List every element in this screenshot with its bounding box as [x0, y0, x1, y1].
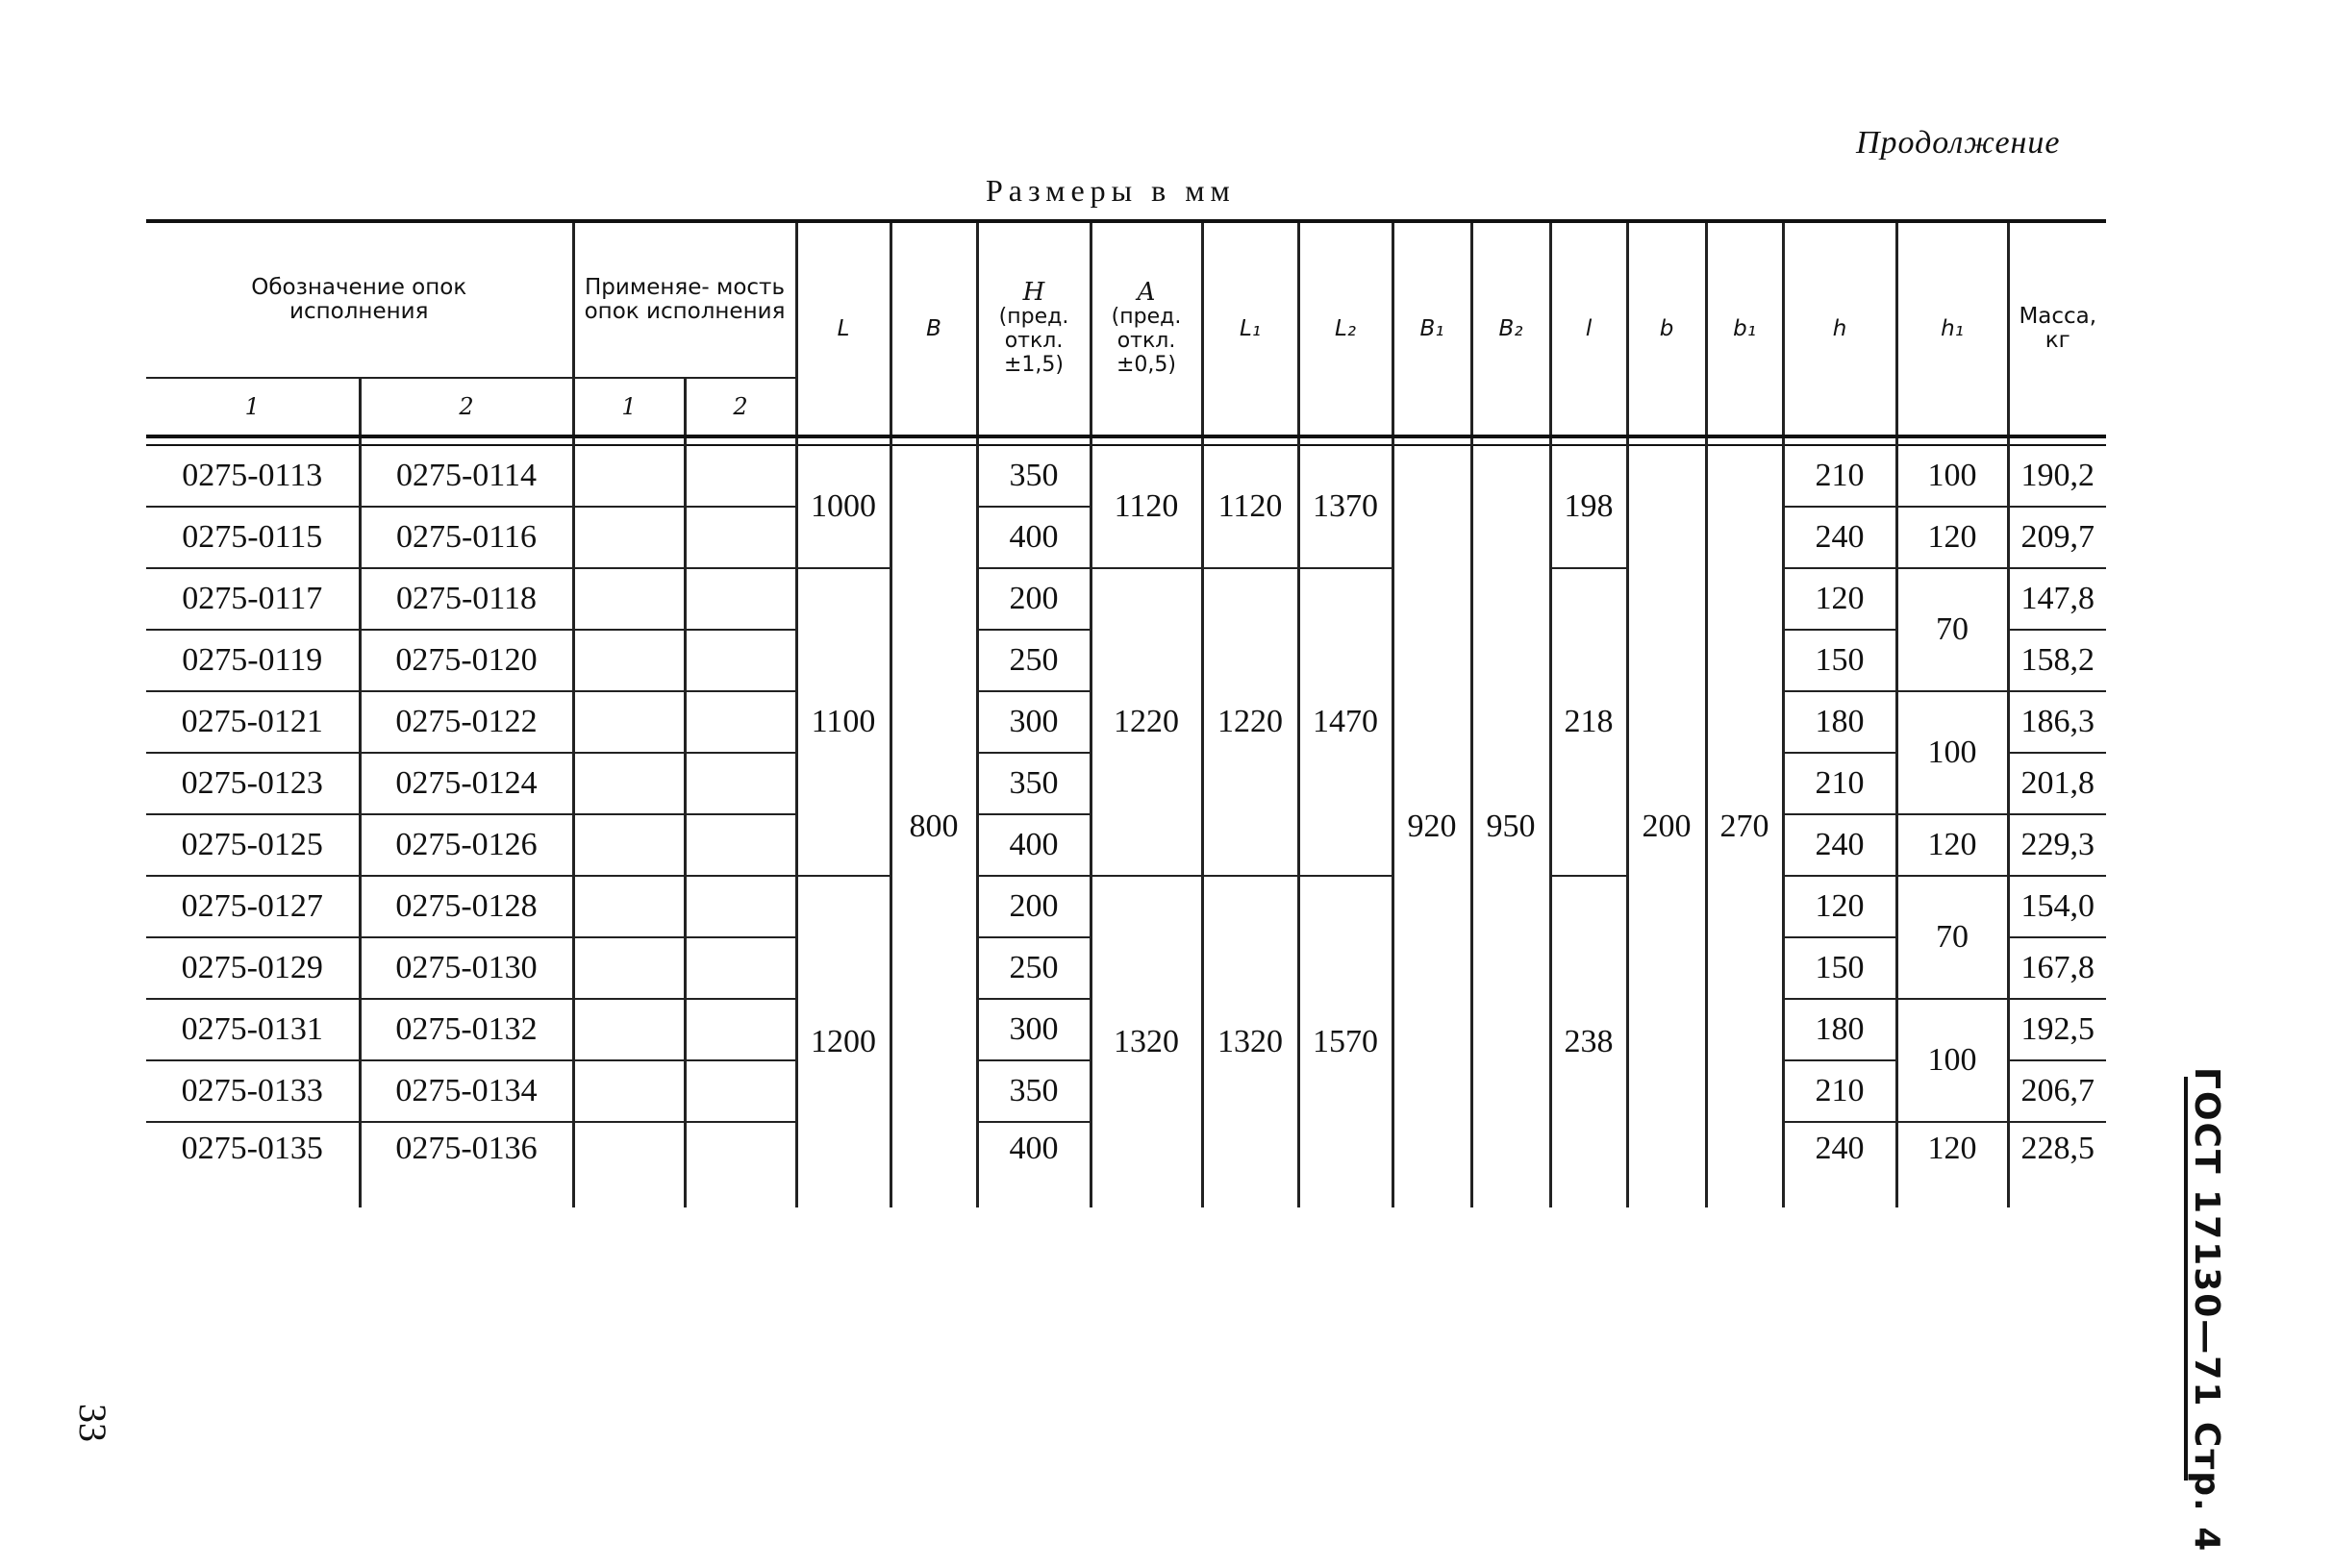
- cell-A: 1220: [1091, 568, 1202, 876]
- cell-B2: 950: [1471, 445, 1550, 1207]
- cell-app2: [685, 814, 796, 876]
- cell-mass: 201,8: [2008, 753, 2106, 814]
- header-h: h: [1783, 221, 1896, 436]
- cell-d2: 0275-0128: [360, 876, 573, 937]
- cell-mass: 147,8: [2008, 568, 2106, 630]
- cell-H: 400: [977, 507, 1091, 568]
- page-number: 33: [71, 1404, 114, 1442]
- cell-d1: 0275-0115: [146, 507, 360, 568]
- cell-H: 350: [977, 753, 1091, 814]
- cell-mass: 190,2: [2008, 445, 2106, 507]
- cell-mass: 167,8: [2008, 937, 2106, 999]
- cell-h: 120: [1783, 568, 1896, 630]
- cell-A: 1120: [1091, 445, 1202, 568]
- cell-h: 120: [1783, 876, 1896, 937]
- cell-mass: 229,3: [2008, 814, 2106, 876]
- cell-d1: 0275-0125: [146, 814, 360, 876]
- cell-d1: 0275-0123: [146, 753, 360, 814]
- gost-stamp: ГОСТ 17130—71 Стр. 4: [2187, 1067, 2226, 1554]
- cell-mass: 154,0: [2008, 876, 2106, 937]
- cell-d2: 0275-0130: [360, 937, 573, 999]
- header-A: [1091, 221, 1202, 436]
- cell-d1: 0275-0121: [146, 691, 360, 753]
- cell-H: 400: [977, 814, 1091, 876]
- cell-b1: 270: [1706, 445, 1783, 1207]
- cell-h: 240: [1783, 814, 1896, 876]
- cell-d2: 0275-0122: [360, 691, 573, 753]
- cell-h1: 70: [1896, 876, 2008, 999]
- cell-l: 238: [1550, 876, 1627, 1207]
- cell-app1: [573, 876, 685, 937]
- cell-app2: [685, 507, 796, 568]
- cell-d2: 0275-0136: [360, 1122, 573, 1207]
- cell-app1: [573, 937, 685, 999]
- units-caption: Размеры в мм: [986, 173, 1236, 208]
- cell-H: 300: [977, 999, 1091, 1060]
- cell-L1: 1120: [1202, 445, 1298, 568]
- cell-H: 350: [977, 445, 1091, 507]
- cell-h: 180: [1783, 691, 1896, 753]
- cell-h1: 100: [1896, 691, 2008, 814]
- cell-L1: 1320: [1202, 876, 1298, 1207]
- subheader-designation-1: 1: [244, 393, 260, 420]
- cell-app2: [685, 691, 796, 753]
- cell-app1: [573, 445, 685, 507]
- cell-d2: 0275-0124: [360, 753, 573, 814]
- cell-app1: [573, 753, 685, 814]
- header-H: [977, 221, 1091, 436]
- cell-h1: 100: [1896, 999, 2008, 1122]
- cell-d1: 0275-0119: [146, 630, 360, 691]
- cell-d1: 0275-0117: [146, 568, 360, 630]
- header-applicability: Применяе- мость опок исполнения: [573, 221, 796, 378]
- cell-app1: [573, 630, 685, 691]
- header-H-note: (пред. откл. ±1,5): [998, 305, 1069, 377]
- cell-mass: 228,5: [2008, 1122, 2106, 1207]
- cell-L2: 1370: [1298, 445, 1392, 568]
- cell-h1: 100: [1896, 445, 2008, 507]
- cell-H: 400: [977, 1122, 1091, 1207]
- cell-app2: [685, 937, 796, 999]
- cell-app1: [573, 1122, 685, 1207]
- cell-app1: [573, 999, 685, 1060]
- header-A-note: (пред. откл. ±0,5): [1111, 305, 1182, 377]
- cell-app1: [573, 507, 685, 568]
- cell-h: 240: [1783, 507, 1896, 568]
- cell-d1: 0275-0131: [146, 999, 360, 1060]
- cell-h1: 120: [1896, 1122, 2008, 1207]
- cell-app1: [573, 1060, 685, 1122]
- cell-mass: 158,2: [2008, 630, 2106, 691]
- cell-H: 250: [977, 937, 1091, 999]
- cell-H: 350: [977, 1060, 1091, 1122]
- cell-h: 150: [1783, 937, 1896, 999]
- cell-b: 200: [1627, 445, 1706, 1207]
- cell-app2: [685, 568, 796, 630]
- cell-h: 240: [1783, 1122, 1896, 1207]
- cell-app2: [685, 630, 796, 691]
- header-b: b: [1627, 221, 1706, 436]
- subheader-applicability-1: 1: [573, 378, 685, 436]
- header-B: B: [891, 221, 977, 436]
- header-A-symbol: A: [1137, 278, 1156, 307]
- cell-d1: 0275-0135: [181, 1131, 323, 1166]
- cell-mass: 209,7: [2008, 507, 2106, 568]
- cell-app1: [573, 568, 685, 630]
- cell-L1: 1220: [1202, 568, 1298, 876]
- cell-app2: [685, 1060, 796, 1122]
- cell-d1: 0275-0129: [146, 937, 360, 999]
- cell-d1: 0275-0133: [146, 1060, 360, 1122]
- cell-H: 300: [977, 691, 1091, 753]
- cell-d1: 0275-0113: [146, 445, 360, 507]
- cell-H: 200: [977, 568, 1091, 630]
- cell-d2: 0275-0114: [360, 445, 573, 507]
- header-L2: L₂: [1298, 221, 1392, 436]
- dimensions-table: [146, 219, 2106, 1207]
- cell-H: 250: [977, 630, 1091, 691]
- cell-d2: 0275-0134: [360, 1060, 573, 1122]
- cell-L2: 1570: [1298, 876, 1392, 1207]
- cell-d2: 0275-0132: [360, 999, 573, 1060]
- header-h1: h₁: [1896, 221, 2008, 436]
- cell-h: 210: [1783, 753, 1896, 814]
- cell-mass: 192,5: [2008, 999, 2106, 1060]
- cell-h: 150: [1783, 630, 1896, 691]
- header-l: l: [1550, 221, 1627, 436]
- cell-app2: [685, 1122, 796, 1207]
- cell-d2: 0275-0120: [360, 630, 573, 691]
- subheader-applicability-2: 2: [685, 378, 796, 436]
- cell-app2: [685, 445, 796, 507]
- cell-L2: 1470: [1298, 568, 1392, 876]
- cell-d2: 0275-0126: [360, 814, 573, 876]
- cell-B: 800: [891, 445, 977, 1207]
- header-mass: Масса, кг: [2008, 221, 2106, 436]
- cell-A: 1320: [1091, 876, 1202, 1207]
- header-L1: L₁: [1202, 221, 1298, 436]
- cell-h1: 70: [1896, 568, 2008, 691]
- continuation-label: Продолжение: [1856, 125, 2061, 161]
- cell-L: 1100: [796, 568, 891, 876]
- cell-app2: [685, 753, 796, 814]
- cell-mass: 206,7: [2008, 1060, 2106, 1122]
- cell-B1: 920: [1392, 445, 1471, 1207]
- header-L: L: [796, 221, 891, 436]
- cell-h: 180: [1783, 999, 1896, 1060]
- cell-L: 1000: [796, 445, 891, 568]
- cell-h: 210: [1783, 445, 1896, 507]
- header-designation: Обозначение опок исполнения: [146, 221, 573, 378]
- header-H-symbol: H: [1022, 278, 1045, 307]
- header-B1: B₁: [1392, 221, 1471, 436]
- cell-h1: 120: [1896, 814, 2008, 876]
- cell-d2: 0275-0118: [360, 568, 573, 630]
- cell-d1: 0275-0127: [146, 876, 360, 937]
- cell-app2: [685, 876, 796, 937]
- cell-app1: [573, 814, 685, 876]
- cell-app2: [685, 999, 796, 1060]
- cell-h1: 120: [1896, 507, 2008, 568]
- cell-h: 210: [1783, 1060, 1896, 1122]
- subheader-designation-2: 2: [360, 378, 573, 436]
- cell-d2: 0275-0116: [360, 507, 573, 568]
- cell-app1: [573, 691, 685, 753]
- cell-l: 198: [1550, 445, 1627, 568]
- header-b1: b₁: [1706, 221, 1783, 436]
- cell-H: 200: [977, 876, 1091, 937]
- cell-L: 1200: [796, 876, 891, 1207]
- header-B2: B₂: [1471, 221, 1550, 436]
- cell-mass: 186,3: [2008, 691, 2106, 753]
- cell-l: 218: [1550, 568, 1627, 876]
